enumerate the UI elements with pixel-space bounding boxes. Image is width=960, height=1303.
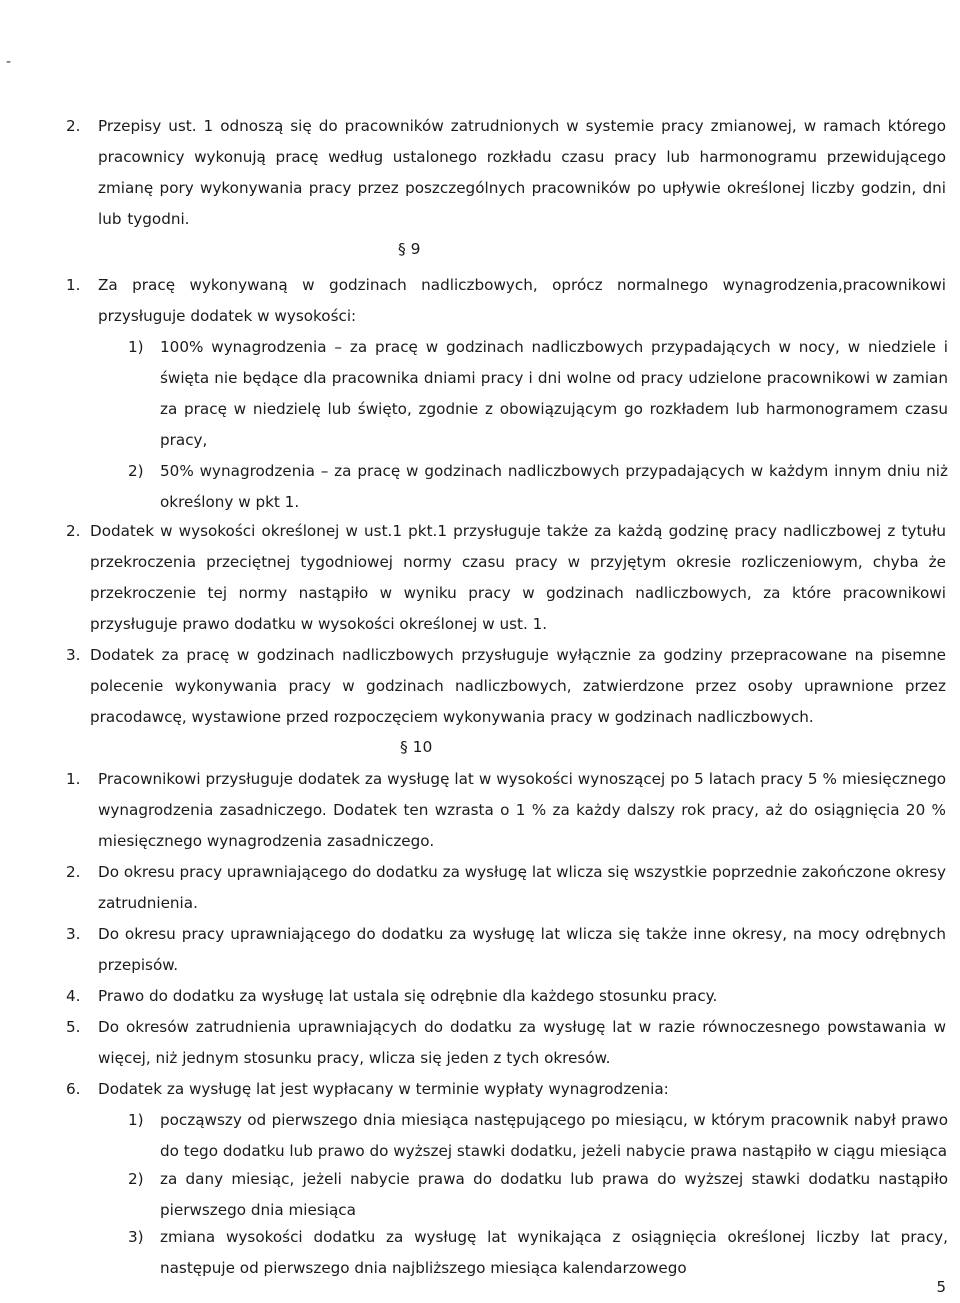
paragraph-number: 1. bbox=[66, 770, 81, 788]
paragraph-number: 2. bbox=[66, 117, 81, 135]
paragraph-number: 4. bbox=[66, 987, 81, 1005]
paragraph-number: 3. bbox=[66, 925, 81, 943]
s10-item-1 bbox=[128, 1105, 948, 1167]
paragraph-number: 6. bbox=[66, 1080, 81, 1098]
s10-paragraph-3 bbox=[66, 919, 946, 981]
page-marker: - bbox=[6, 54, 12, 70]
paragraph-number: 2. bbox=[66, 522, 81, 540]
item-number: 1) bbox=[128, 1111, 144, 1129]
paragraph-text: Dodatek za wysługę lat jest wypłacany w terminie wypłaty wynagrodzenia: bbox=[98, 1080, 669, 1098]
item-text: 100% wynagrodzenia – za pracę w godzinach nadliczbowych przypadających w nocy, w niedziele i święta nie będące dla pracownika dniami pracy i dni wolne od pracy udzielone pracownikowi w zamian za pracę w niedzielę lub święto, zgodnie z obowiązującym go rozkładem lub harmonogramem czasu pracy, bbox=[160, 338, 948, 449]
section-heading-10: § 10 bbox=[400, 738, 433, 756]
s10-item-3 bbox=[128, 1222, 948, 1284]
paragraph-text: Za pracę wykonywaną w godzinach nadliczbowych, oprócz normalnego wynagrodzenia,pracownikowi przysługuje dodatek w wysokości: bbox=[98, 276, 946, 325]
item-text: za dany miesiąc, jeżeli nabycie prawa do dodatku lub prawa do wyższej stawki dodatku nastąpiło pierwszego dnia miesiąca bbox=[160, 1170, 948, 1219]
paragraph-text: Do okresu pracy uprawniającego do dodatku za wysługę lat wlicza się wszystkie poprzednie zakończone okresy zatrudnienia. bbox=[98, 863, 946, 912]
s10-paragraph-1 bbox=[66, 764, 946, 857]
paragraph-text: Przepisy ust. 1 odnoszą się do pracowników zatrudnionych w systemie pracy zmianowej, w ramach którego pracownicy wykonują pracę według ustalonego rozkładu czasu pracy lub harmonogramu przewidującego zmianę pory wykonywania pracy przez poszczególnych pracowników po upływie określonej liczby godzin, dni lub tygodni. bbox=[98, 117, 946, 228]
s10-paragraph-5 bbox=[66, 1012, 946, 1074]
paragraph-text: Do okresu pracy uprawniającego do dodatku za wysługę lat wlicza się także inne okresy, na mocy odrębnych przepisów. bbox=[98, 925, 946, 974]
paragraph-number: 2. bbox=[66, 863, 81, 881]
paragraph-text: Do okresów zatrudnienia uprawniających do dodatku za wysługę lat w razie równoczesnego powstawania w więcej, niż jednym stosunku pracy, wlicza się jeden z tych okresów. bbox=[98, 1018, 946, 1067]
item-number: 3) bbox=[128, 1228, 144, 1246]
item-text: 50% wynagrodzenia – za pracę w godzinach nadliczbowych przypadających w każdym innym dniu niż określony w pkt 1. bbox=[160, 462, 948, 511]
section-heading-9: § 9 bbox=[398, 240, 421, 258]
paragraph-text: Dodatek w wysokości określonej w ust.1 pkt.1 przysługuje także za każdą godzinę pracy nadliczbowej z tytułu przekroczenia przeciętnej tygodniowej normy czasu pracy w przyjętym okresie rozliczeniowym, chyba że przekroczenie tej normy nastąpiło w wyniku pracy w godzinach nadliczbowych, za które pracownikowi przysługuje prawo dodatku w wysokości określonej w ust. 1. bbox=[90, 522, 946, 633]
paragraph-number: 1. bbox=[66, 276, 81, 294]
s10-paragraph-2 bbox=[66, 857, 946, 919]
s9-item-1 bbox=[128, 332, 948, 456]
s10-item-2 bbox=[128, 1164, 948, 1226]
s10-paragraph-6 bbox=[66, 1074, 946, 1105]
paragraph-text: Dodatek za pracę w godzinach nadliczbowych przysługuje wyłącznie za godziny przepracowane na pisemne polecenie wykonywania pracy w godzinach nadliczbowych, zatwierdzone przez osoby uprawnione przez pracodawcę, wystawione przed rozpoczęciem wykonywania pracy w godzinach nadliczbowych. bbox=[90, 646, 946, 726]
item-text: począwszy od pierwszego dnia miesiąca następującego po miesiącu, w którym pracownik nabył prawo do tego dodatku lub prawo do wyższej stawki dodatku, jeżeli nabycie prawa nastąpiło w ciągu miesiąca bbox=[160, 1111, 948, 1160]
s9-paragraph-3 bbox=[66, 640, 946, 733]
paragraph-number: 3. bbox=[66, 646, 81, 664]
s10-paragraph-4 bbox=[66, 981, 946, 1012]
paragraph-2 bbox=[66, 111, 946, 235]
s9-paragraph-1 bbox=[66, 270, 946, 332]
item-number: 1) bbox=[128, 338, 144, 356]
paragraph-text: Prawo do dodatku za wysługę lat ustala się odrębnie dla każdego stosunku pracy. bbox=[98, 987, 718, 1005]
item-number: 2) bbox=[128, 1170, 144, 1188]
page-number: 5 bbox=[936, 1278, 946, 1296]
s9-item-2 bbox=[128, 456, 948, 518]
paragraph-number: 5. bbox=[66, 1018, 81, 1036]
s9-paragraph-2 bbox=[66, 516, 946, 640]
paragraph-text: Pracownikowi przysługuje dodatek za wysługę lat w wysokości wynoszącej po 5 latach pracy 5 % miesięcznego wynagrodzenia zasadniczego. Dodatek ten wzrasta o 1 % za każdy dalszy rok pracy, aż do osiągnięcia 20 % miesięcznego wynagrodzenia zasadniczego. bbox=[98, 770, 946, 850]
item-text: zmiana wysokości dodatku za wysługę lat wynikająca z osiągnięcia określonej liczby lat pracy, następuje od pierwszego dnia najbliższego miesiąca kalendarzowego bbox=[160, 1228, 948, 1277]
item-number: 2) bbox=[128, 462, 144, 480]
